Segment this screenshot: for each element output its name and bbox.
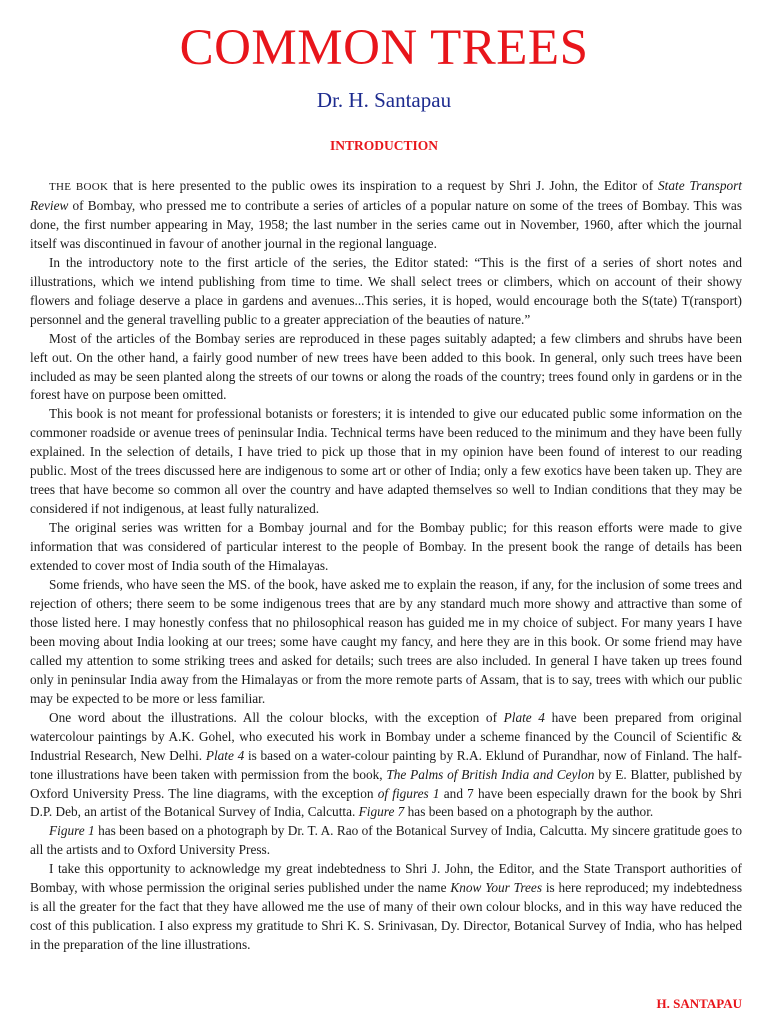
paragraph: This book is not meant for professional botanists or foresters; it is intended to give our educated public some information on the commoner roadside or avenue trees of peninsular India. Technical terms have been reduced to the minimum and they have been fully explained. In the selection of details, I have tried to pick up those that in my opinion have been found of interest to our reading public. Most of the trees discussed here are indigenous to some art or other of India; only a few exotics have been taken up. They are trees that have become so common all over the country and have adapted themselves so well to Indian conditions that they may be considered if not indigenous, at least fully naturalized. — [30, 406, 742, 517]
figure-reference: Figure 1 — [49, 823, 95, 839]
paragraph-text: is here reproduced; my indebtedness is all the greater for the fact that they have allowed me the use of many of their own colour blocks, and in this way have reduced the cost of this publication. I also express my gratitude to Shri K. S. Srinivasan, Dy. Director, Botanical Survey of India, who has helped in the preparation of the line illustrations. — [30, 880, 742, 953]
series-title: Know Your Trees — [450, 880, 542, 896]
paragraph — [30, 822, 742, 860]
paragraph — [30, 177, 742, 254]
journal-title: State Transport Review — [30, 178, 742, 213]
paragraph: The original series was written for a Bombay journal and for the Bombay public; for this reason efforts were made to give information that was considered of particular interest to the people of Bombay. In the present book the range of details has been extended to cover most of India south of the Himalayas. — [30, 520, 742, 574]
paragraph-text: One word about the illustrations. All the colour blocks, with the exception of — [49, 709, 504, 725]
paragraph: In the introductory note to the first article of the series, the Editor stated: “This is the first of a series of short notes and illustrations, which we intend publishing from time to time. We shall select trees or climbers, which on account of their showy flowers and foliage deserve a place in gardens and avenues...This series, it is hoped, would encourage both the S(tate) T(ransport) personnel and the general travelling public to a greater appreciation of the beauties of nature.” — [30, 254, 742, 327]
paragraph-text: and 7 have been especially drawn for the book by Shri D.P. Deb, an artist of the Botanical Survey of India, Calcutta. — [30, 785, 742, 820]
lead-in: THE BOOK — [49, 181, 109, 193]
figure-reference: Figure 7 — [358, 804, 405, 820]
paragraph: Most of the articles of the Bombay series are reproduced in these pages suitably adapted; a few climbers and shrubs have been left out. On the other hand, a fairly good number of new trees have been added to this book. In general, only such trees have been included as may be seen planted along the streets of our towns or along the roads of the country; trees found only in gardens or in the forest have on purpose been omitted. — [30, 330, 742, 403]
page-title: COMMON TREES — [179, 20, 589, 76]
section-heading: INTRODUCTION — [329, 138, 438, 153]
paragraph-text: by E. Blatter, published by Oxford University Press. The line diagrams, with the exception — [30, 766, 742, 801]
paragraph — [30, 860, 742, 955]
signature: H. SANTAPAU — [656, 996, 742, 1011]
paragraph-text: I take this opportunity to acknowledge my great indebtedness to Shri J. John, the Editor, and the State Transport authorities of Bombay, with whose permission the original series published under the name — [30, 861, 742, 896]
plate-reference: Plate 4 — [503, 709, 545, 725]
paragraph-text: have been prepared from original watercolour paintings by A.K. Gohel, who executed his work in Bombay under a scheme financed by the Council of Scientific & Industrial Research, New Delhi. — [30, 709, 742, 763]
paragraph-text: that is here presented to the public owes its inspiration to a request by Shri J. John, the Editor of — [108, 178, 659, 193]
body-text — [30, 177, 742, 955]
figure-reference: of figures 1 — [377, 785, 440, 801]
paragraph-text: has been based on a photograph by Dr. T. A. Rao of the Botanical Survey of India, Calcutta. My sincere gratitude goes to all the artists and to Oxford University Press. — [30, 823, 743, 858]
paragraph-text: has been based on a photograph by the author. — [404, 804, 654, 820]
paragraph: Some friends, who have seen the MS. of the book, have asked me to explain the reason, if any, for the inclusion of some trees and rejection of others; there seem to be some indigenous trees that are by any standard much more showy and attractive than some of those listed here. I may honestly confess that no philosophical reason has guided me in my choice of subject. For many years I have been moving about India looking at our trees; some have caught my fancy, and here they are in this book. Or some friend may have called my attention to some striking trees and asked for details; such trees are also included. In general I have taken up trees found only in peninsular India away from the Himalayas or from the more remote parts of Assam, that is to say, trees with which our public may be expected to be more or less familiar. — [30, 577, 742, 706]
author-name: Dr. H. Santapau — [316, 88, 452, 112]
paragraph-text: of Bombay, who pressed me to contribute a series of articles of a popular nature on some of the trees of Bombay. This was done, the first number appearing in May, 1958; the last number in the series came out in November, 1960, after which the journal itself was discontinued in favour of another journal in the regional language. — [30, 197, 742, 251]
book-title: The Palms of British India and Ceylon — [386, 766, 595, 782]
plate-reference: Plate 4 — [205, 747, 245, 763]
paragraph-text: is based on a water-colour painting by R.A. Eklund of Purandhar, now of Finland. The half-tone illustrations have been taken with permission from the book, — [30, 747, 742, 782]
paragraph — [30, 709, 742, 823]
